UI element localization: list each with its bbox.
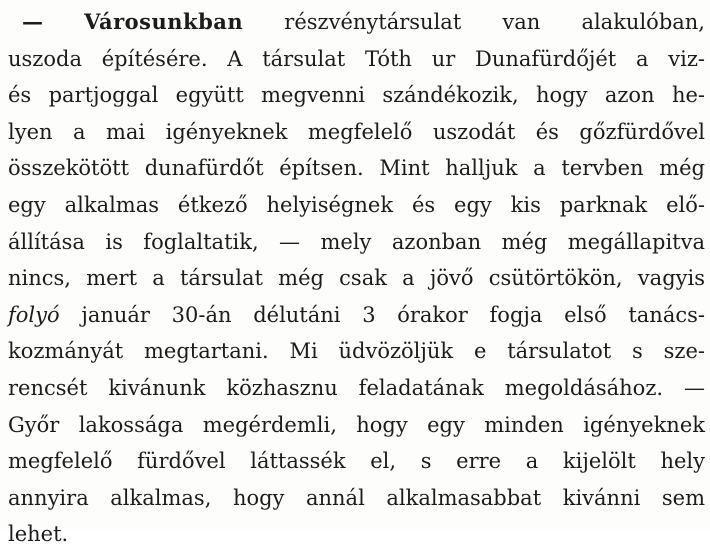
- article-line-13: megfelelő fürdővel láttassék el, s erre a kijelölt hely: [8, 449, 705, 474]
- article-line-11: rencsét kivánunk közhasznu feladatának megoldásához. —: [8, 375, 705, 400]
- article-text: [8, 4, 705, 553]
- article-line-1-rest: részvénytársulat van alakulóban,: [284, 10, 705, 34]
- article-line-9-rest: január 30-án délutáni 3 órakor fogja első tanács-: [81, 302, 705, 327]
- article-line-3: és partjoggal együtt megvenni szándékozik, hogy azon he-: [8, 83, 705, 108]
- article-line-12: Győr lakossága megérdemli, hogy egy minden igényeknek: [8, 412, 705, 437]
- article-line-7: állítása is foglaltatik, — mely azonban még megállapitva: [8, 229, 705, 254]
- article-line-5: összekötött dunafürdőt építsen. Mint halljuk a tervben még: [8, 156, 705, 181]
- article-line-1: [8, 4, 705, 41]
- article-line-2: uszoda építésére. A társulat Tóth ur Dunafürdőjét a viz-: [8, 46, 705, 71]
- article-line-8: nincs, mert a társulat még csak a jövő csütörtökön, vagyis: [8, 266, 705, 291]
- article-line-9: [8, 297, 705, 334]
- lead-dash: —: [22, 9, 43, 34]
- article-line-14: annyira alkalmas, hogy annál alkalmasabbat kivánni sem: [8, 485, 705, 510]
- article-heading: Városunkban: [84, 9, 244, 34]
- article-line-15: lehet.: [8, 522, 69, 547]
- article-line-4: lyen a mai igényeknek megfelelő uszodát és gőzfürdővel: [8, 119, 705, 144]
- article-line-10: kozmányát megtartani. Mi üdvözöljük e társulatot s sze-: [8, 339, 705, 364]
- italic-word: folyó: [8, 302, 60, 327]
- article-line-6: egy alkalmas étkező helyiségnek és egy kis parknak elő-: [8, 192, 705, 217]
